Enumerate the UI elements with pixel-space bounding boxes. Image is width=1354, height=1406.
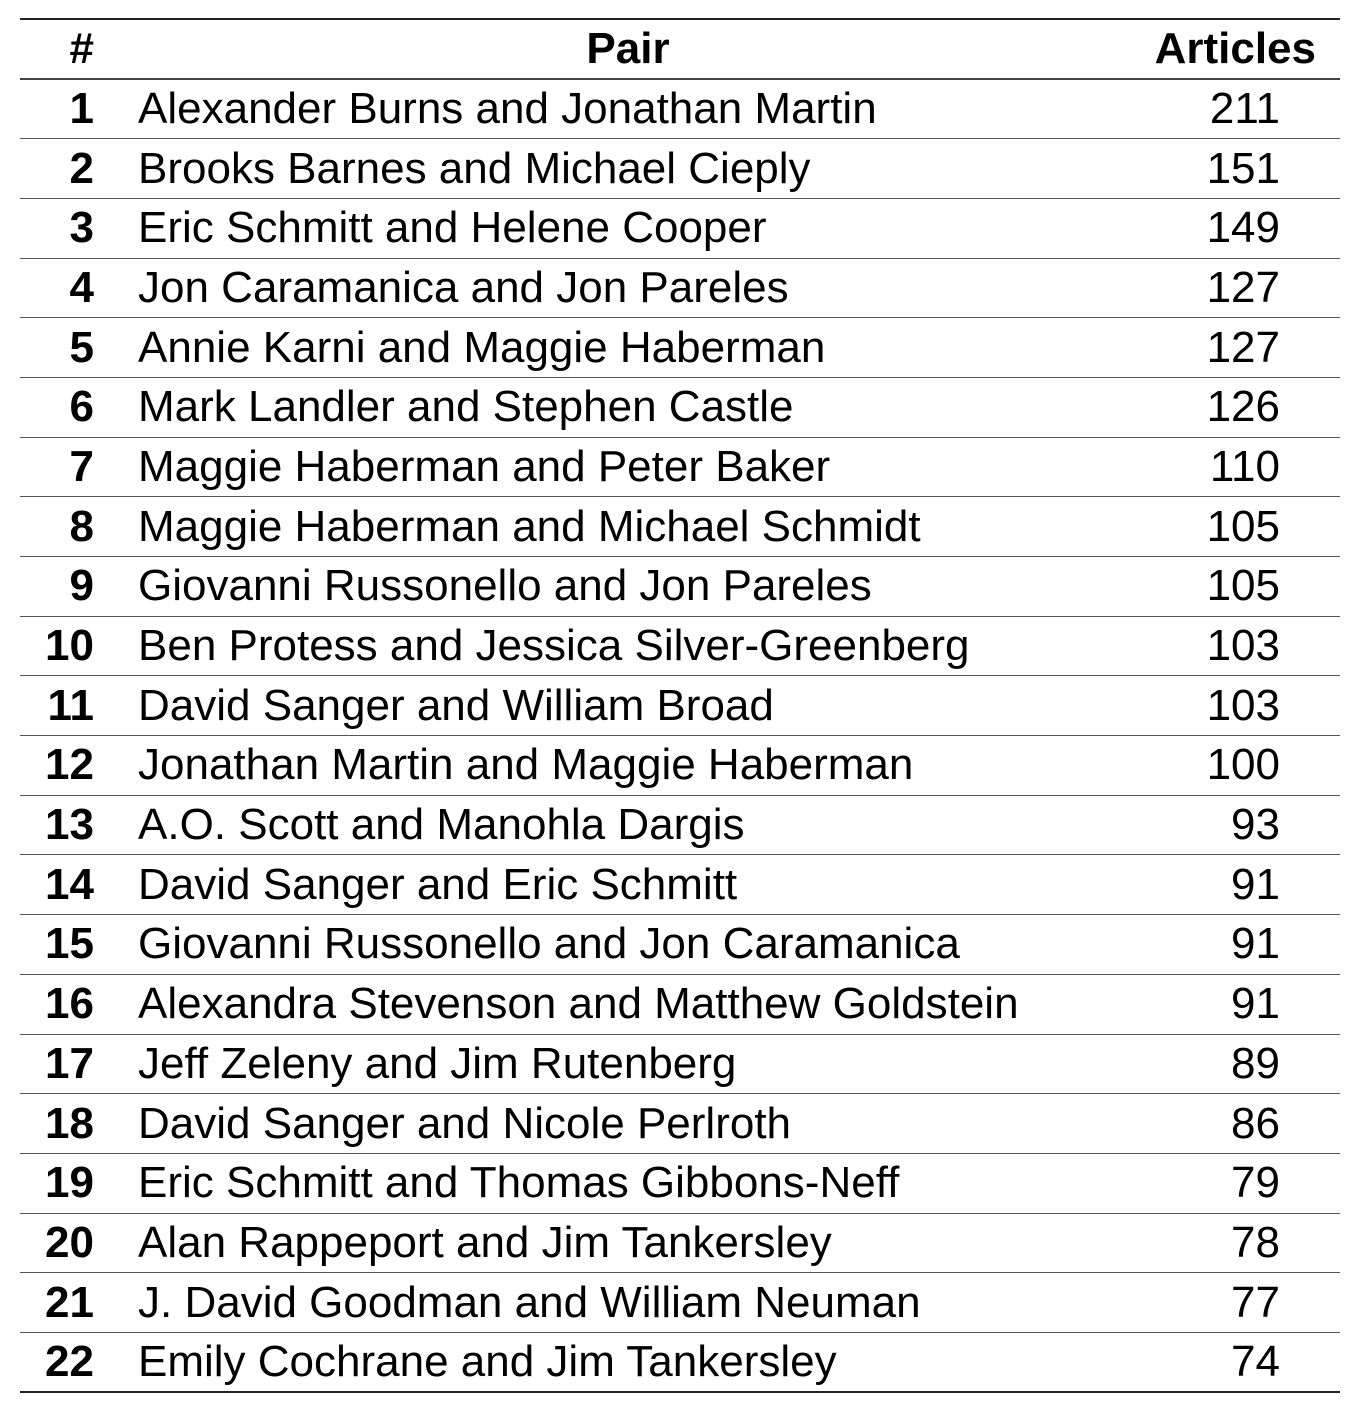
pair-cell: Mark Landler and Stephen Castle <box>138 382 794 432</box>
articles-cell: 78 <box>1231 1217 1280 1267</box>
articles-cell: 74 <box>1231 1337 1280 1387</box>
rank-cell: 22 <box>45 1337 94 1387</box>
rank-cell: 1 <box>69 84 94 134</box>
table-row <box>20 198 1340 258</box>
articles-cell: 149 <box>1206 203 1280 253</box>
table-row <box>20 1153 1340 1213</box>
rank-cell: 3 <box>69 203 94 253</box>
articles-cell: 77 <box>1231 1277 1280 1327</box>
rank-cell: 4 <box>69 262 94 312</box>
articles-cell: 126 <box>1206 382 1280 432</box>
coauthor-pairs-table <box>20 18 1340 1393</box>
pair-cell: David Sanger and Nicole Perlroth <box>138 1098 792 1148</box>
header-row <box>20 19 1340 79</box>
rank-cell: 2 <box>69 143 94 193</box>
articles-cell: 127 <box>1206 262 1280 312</box>
articles-cell: 91 <box>1231 919 1280 969</box>
pair-cell: David Sanger and William Broad <box>138 680 774 730</box>
articles-cell: 100 <box>1206 740 1280 790</box>
articles-cell: 151 <box>1206 143 1280 193</box>
table-header <box>20 19 1340 79</box>
rank-cell: 14 <box>45 859 94 909</box>
pair-cell: Alexandra Stevenson and Matthew Goldstein <box>138 979 1019 1029</box>
table-row <box>20 915 1340 975</box>
pair-cell: Brooks Barnes and Michael Cieply <box>138 143 811 193</box>
articles-cell: 91 <box>1231 979 1280 1029</box>
rank-cell: 7 <box>69 441 94 491</box>
articles-cell: 91 <box>1231 859 1280 909</box>
pair-cell: Ben Protess and Jessica Silver-Greenberg <box>138 621 970 671</box>
rank-cell: 19 <box>45 1158 94 1208</box>
articles-cell: 103 <box>1206 680 1280 730</box>
pair-cell: Eric Schmitt and Thomas Gibbons-Neff <box>138 1158 900 1208</box>
header-rank: # <box>69 24 94 73</box>
articles-cell: 127 <box>1206 322 1280 372</box>
rank-cell: 10 <box>45 621 94 671</box>
header-articles: Articles <box>1154 24 1316 73</box>
articles-cell: 79 <box>1231 1158 1280 1208</box>
table-row <box>20 616 1340 676</box>
table-row <box>20 318 1340 378</box>
articles-cell: 89 <box>1231 1038 1280 1088</box>
table-row <box>20 855 1340 915</box>
table-row <box>20 1094 1340 1154</box>
pair-cell: J. David Goodman and William Neuman <box>138 1277 921 1327</box>
articles-cell: 86 <box>1231 1098 1280 1148</box>
rank-cell: 8 <box>69 501 94 551</box>
pair-cell: Giovanni Russonello and Jon Pareles <box>138 561 872 611</box>
pair-cell: Maggie Haberman and Michael Schmidt <box>138 501 921 551</box>
rank-cell: 17 <box>45 1038 94 1088</box>
pair-cell: A.O. Scott and Manohla Dargis <box>138 800 745 850</box>
pair-cell: Emily Cochrane and Jim Tankersley <box>138 1337 837 1387</box>
pair-cell: David Sanger and Eric Schmitt <box>138 859 738 909</box>
pair-cell: Jeff Zeleny and Jim Rutenberg <box>138 1038 737 1088</box>
pair-cell: Alan Rappeport and Jim Tankersley <box>138 1217 832 1267</box>
coauthor-pairs-table-container <box>20 18 1340 1393</box>
rank-cell: 20 <box>45 1217 94 1267</box>
pair-cell: Alexander Burns and Jonathan Martin <box>138 84 877 134</box>
table-row <box>20 437 1340 497</box>
articles-cell: 211 <box>1209 84 1280 134</box>
pair-cell: Maggie Haberman and Peter Baker <box>138 441 831 491</box>
table-row <box>20 974 1340 1034</box>
table-row <box>20 258 1340 318</box>
rank-cell: 9 <box>69 561 94 611</box>
rank-cell: 5 <box>69 322 94 372</box>
pair-cell: Giovanni Russonello and Jon Caramanica <box>138 919 960 969</box>
articles-cell: 93 <box>1231 800 1280 850</box>
table-row <box>20 795 1340 855</box>
table-row <box>20 497 1340 557</box>
table-row <box>20 1034 1340 1094</box>
rank-cell: 15 <box>45 919 94 969</box>
table-row <box>20 79 1340 139</box>
rank-cell: 11 <box>47 680 94 730</box>
rank-cell: 6 <box>69 382 94 432</box>
table-row <box>20 1273 1340 1333</box>
rank-cell: 13 <box>45 800 94 850</box>
table-row <box>20 1213 1340 1273</box>
articles-cell: 105 <box>1206 501 1280 551</box>
table-row <box>20 1332 1340 1392</box>
rank-cell: 18 <box>45 1098 94 1148</box>
rank-cell: 16 <box>45 979 94 1029</box>
articles-cell: 103 <box>1206 621 1280 671</box>
table-row <box>20 139 1340 199</box>
header-pair: Pair <box>586 24 670 73</box>
table-body <box>20 79 1340 1392</box>
pair-cell: Eric Schmitt and Helene Cooper <box>138 203 767 253</box>
articles-cell: 105 <box>1206 561 1280 611</box>
table-row <box>20 676 1340 736</box>
pair-cell: Jon Caramanica and Jon Pareles <box>138 262 789 312</box>
articles-cell: 110 <box>1209 441 1280 491</box>
rank-cell: 12 <box>45 740 94 790</box>
rank-cell: 21 <box>45 1277 94 1327</box>
pair-cell: Jonathan Martin and Maggie Haberman <box>138 740 914 790</box>
table-row <box>20 557 1340 617</box>
table-row <box>20 377 1340 437</box>
pair-cell: Annie Karni and Maggie Haberman <box>138 322 826 372</box>
table-row <box>20 736 1340 796</box>
